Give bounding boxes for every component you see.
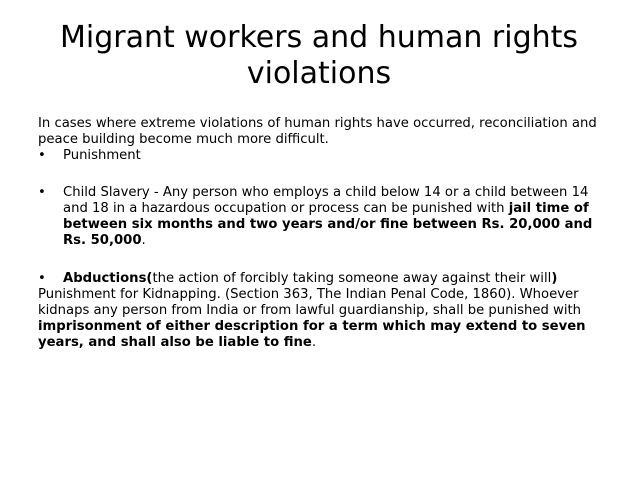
child-slavery-penalty: jail time of between six months and two years and/or fine between Rs. 20,000 and Rs. 50,000 xyxy=(63,201,593,248)
bullet-abductions xyxy=(38,271,606,287)
bullet-punishment xyxy=(38,148,606,164)
title-line-2: violations xyxy=(246,56,392,91)
kidnapping-penalty: imprisonment of either description for a term which may extend to seven years, and shall also be liable to fine xyxy=(38,319,586,350)
bullet-marker: • xyxy=(38,185,46,200)
kidnapping-text: Punishment for Kidnapping. (Section 363, The Indian Penal Code, 1860). Whoever kidnaps any person from India or from lawful guardianship, shall be punished with xyxy=(38,287,582,318)
slide-title xyxy=(44,20,594,92)
abductions-definition: the action of forcibly taking someone away against their will xyxy=(152,271,552,286)
bullet-marker: • xyxy=(38,271,46,286)
intro-paragraph: In cases where extreme violations of human rights have occurred, reconciliation and peace building become much more difficult. xyxy=(38,116,597,147)
child-slavery-period: . xyxy=(141,233,146,248)
abductions-close-paren: ) xyxy=(551,271,558,286)
abductions-label: Abductions( xyxy=(63,271,153,286)
bullet-marker: • xyxy=(38,148,46,163)
child-slavery-text: Child Slavery - Any person who employs a child below 14 or a child between 14 and 18 in a hazardous occupation or process can be punished with xyxy=(63,185,589,216)
kidnapping-period: . xyxy=(311,335,317,350)
slide-body xyxy=(38,116,606,351)
bullet-punishment-text: Punishment xyxy=(63,148,141,163)
title-line-1: Migrant workers and human rights xyxy=(59,20,579,55)
kidnapping-paragraph xyxy=(38,287,606,351)
bullet-child-slavery xyxy=(38,185,606,249)
